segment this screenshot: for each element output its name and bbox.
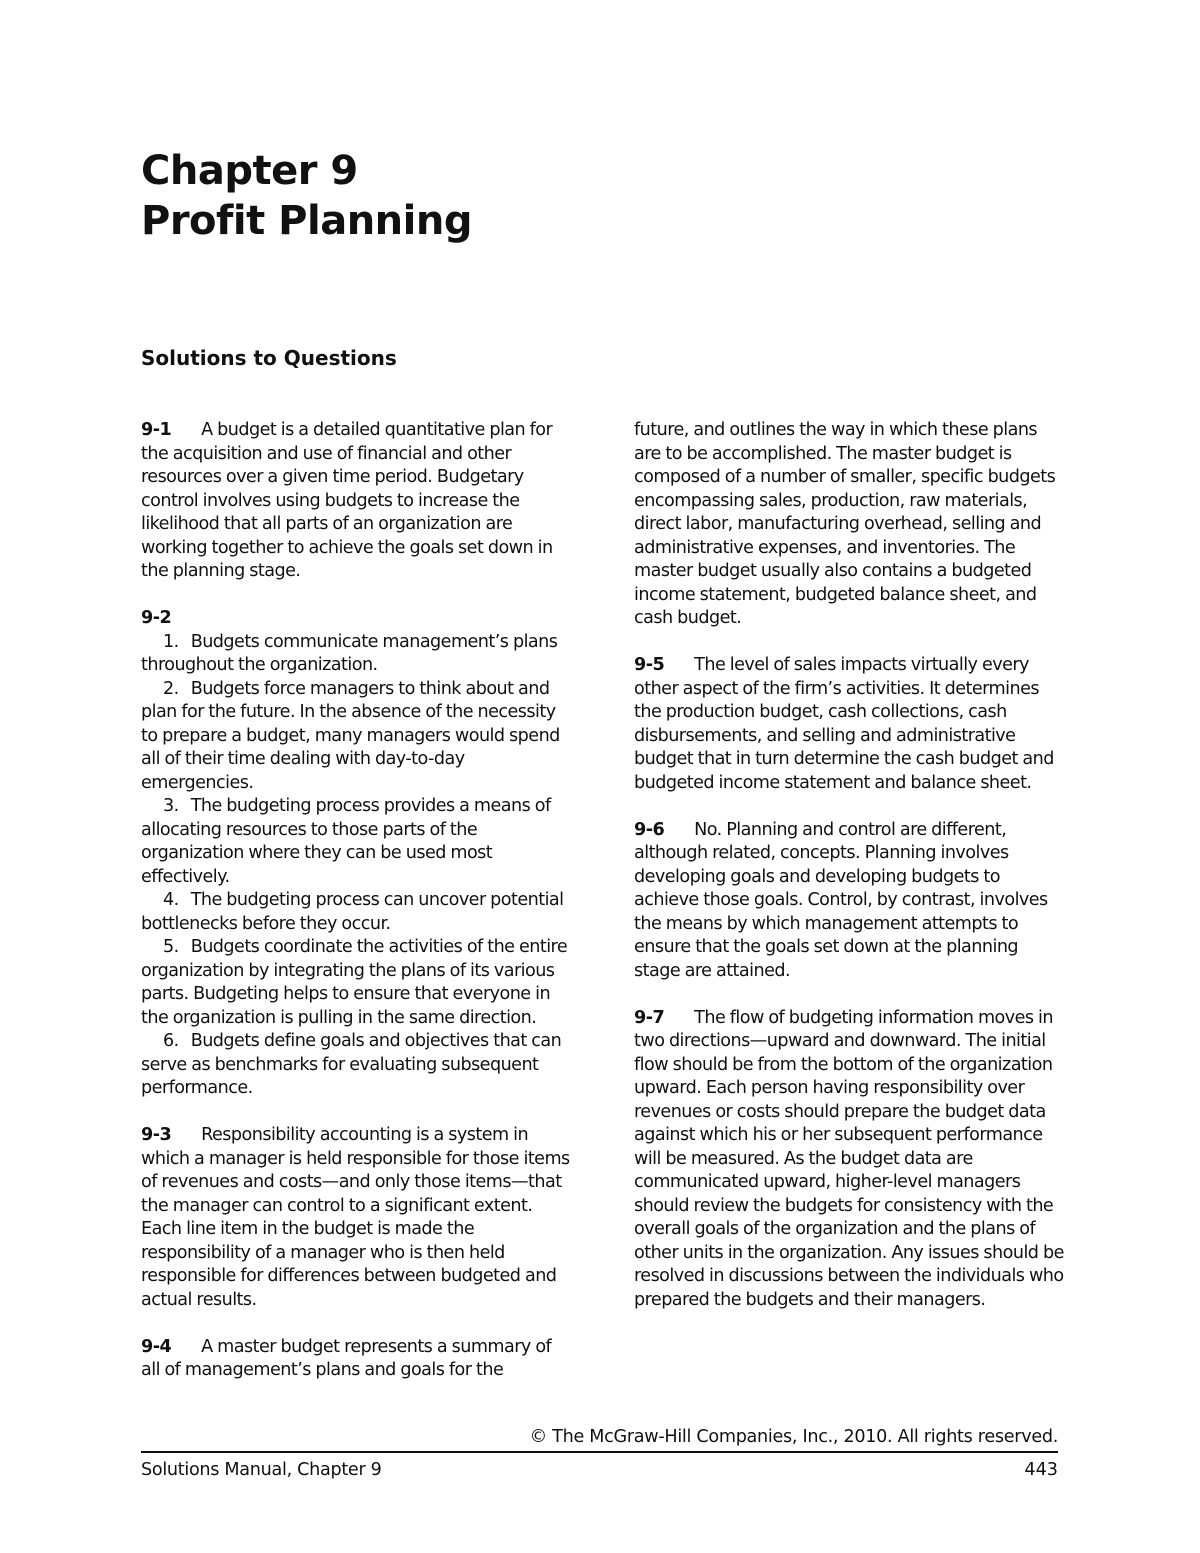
question-number: 9-4: [141, 1336, 172, 1357]
list-item-number: 4.: [163, 890, 179, 910]
list-item-text: Budgets coordinate the activities of the entire organization by integrating the plans of its various parts. Budgeting helps to ensure that everyone in the organization is pulling in the same direction.: [141, 937, 568, 1028]
question-9-5: [634, 654, 1066, 795]
answer-text: Responsibility accounting is a system in which a manager is held responsible for those items of revenues and costs—and only those items—that the manager can control to a significant extent. Each line item in the budget is made the responsibility of a manager who is then held responsible for differences between budgeted and actual results.: [141, 1125, 570, 1310]
question-9-2: [141, 607, 573, 1101]
question-9-4: [141, 1336, 573, 1383]
answer-text: A budget is a detailed quantitative plan for the acquisition and use of financial and other resources over a given time period. Budgetary control involves using budgets to increase the likelihood that all parts of an organization are working together to achieve the goals set down in the planning stage.: [141, 420, 553, 581]
question-9-7: [634, 1007, 1066, 1313]
chapter-title: Profit Planning: [141, 198, 472, 244]
left-column: [141, 419, 573, 1406]
question-number: 9-7: [634, 1007, 665, 1028]
answer-text: The level of sales impacts virtually every other aspect of the firm’s activities. It determines the production budget, cash collections, cash disbursements, and selling and administrative budget that in turn determine the cash budget and budgeted income statement and balance sheet.: [634, 655, 1054, 793]
question-9-6: [634, 819, 1066, 984]
question-9-3: [141, 1124, 573, 1312]
answer-text: No. Planning and control are different, although related, concepts. Planning involves developing goals and developing budgets to achieve those goals. Control, by contrast, involves the means by which management attempts to ensure that the goals set down at the planning stage are attained.: [634, 819, 1048, 981]
answer-text: A master budget represents a summary of all of management’s plans and goals for the: [141, 1336, 552, 1380]
list-item: [141, 631, 573, 678]
question-number: 9-3: [141, 1125, 172, 1145]
footer-divider: [141, 1451, 1058, 1453]
copyright-notice: © The McGraw-Hill Companies, Inc., 2010. All rights reserved.: [529, 1427, 1058, 1447]
list-item-number: 3.: [163, 796, 179, 816]
list-item-number: 2.: [163, 678, 179, 699]
question-9-4-continued: [634, 419, 1066, 631]
list-item-number: 6.: [163, 1031, 179, 1051]
list-item: [141, 678, 573, 796]
section-heading: Solutions to Questions: [141, 346, 397, 370]
question-number: 9-5: [634, 655, 665, 675]
question-number: 9-2: [141, 608, 172, 628]
list-item: [141, 936, 573, 1030]
list-item: [141, 795, 573, 889]
question-number: 9-1: [141, 420, 172, 440]
list-item-number: 5.: [163, 937, 179, 957]
list-item-text: The budgeting process can uncover potential bottlenecks before they occur.: [141, 890, 564, 934]
answer-text: future, and outlines the way in which these plans are to be accomplished. The master budget is composed of a number of smaller, specific budgets encompassing sales, production, raw materials, direct labor, manufacturing overhead, selling and administrative expenses, and inventories. The master budget usually also contains a budgeted income statement, budgeted balance sheet, and cash budget.: [634, 420, 1056, 628]
chapter-heading: [141, 146, 472, 246]
list-item-text: Budgets define goals and objectives that can serve as benchmarks for evaluating subsequent performance.: [141, 1031, 562, 1098]
page-number: 443: [1024, 1460, 1058, 1480]
list-item-text: Budgets force managers to think about and plan for the future. In the absence of the necessity to prepare a budget, many managers would spend all of their time dealing with day-to-day emergencies.: [141, 678, 560, 793]
question-9-1: [141, 419, 573, 584]
list-item-number: 1.: [163, 631, 179, 652]
list-item-text: The budgeting process provides a means of allocating resources to those parts of the organization where they can be used most effectively.: [141, 796, 551, 887]
footer-title: Solutions Manual, Chapter 9: [141, 1460, 382, 1480]
list-item-text: Budgets communicate management’s plans throughout the organization.: [141, 631, 558, 675]
question-number: 9-6: [634, 819, 665, 840]
list-item: [141, 889, 573, 936]
chapter-number: Chapter 9: [141, 148, 358, 194]
list-item: [141, 1030, 573, 1101]
answer-text: The flow of budgeting information moves in two directions—upward and downward. The initial flow should be from the bottom of the organization upward. Each person having responsibility over revenues or costs should prepare the budget data against which his or her subsequent performance will be measured. As the budget data are communicated upward, higher-level managers should review the budgets for consistency with the overall goals of the organization and the plans of other units in the organization. Any issues should be resolved in discussions between the individuals who prepared the budgets and their managers.: [634, 1007, 1064, 1310]
right-column: [634, 419, 1066, 1336]
